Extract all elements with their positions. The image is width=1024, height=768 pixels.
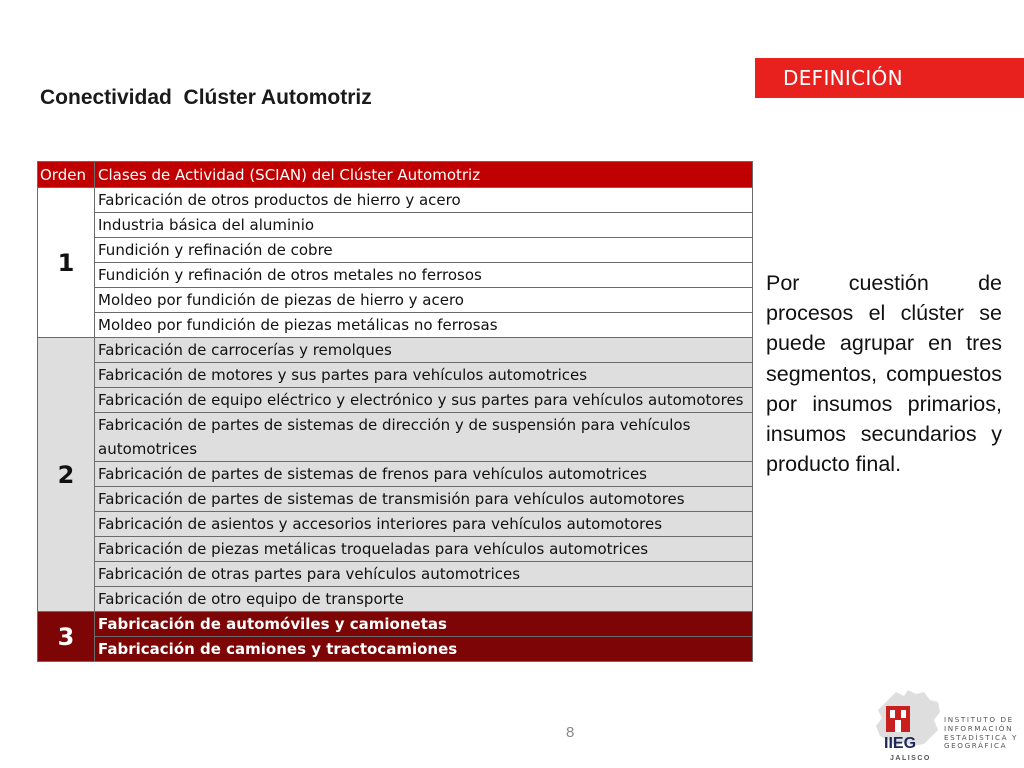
activity-cell: Fabricación de camiones y tractocamiones xyxy=(95,637,753,662)
activity-cell: Fabricación de carrocerías y remolques xyxy=(95,338,753,363)
activity-cell: Moldeo por fundición de piezas metálicas no ferrosas xyxy=(95,313,753,338)
table-row xyxy=(38,313,753,338)
table-row xyxy=(38,213,753,238)
activity-table xyxy=(37,161,753,662)
table-row xyxy=(38,587,753,612)
activity-cell: Fabricación de otros productos de hierro y acero xyxy=(95,188,753,213)
order-cell: 3 xyxy=(38,612,95,662)
table-row xyxy=(38,338,753,363)
table-row xyxy=(38,537,753,562)
table-row xyxy=(38,487,753,512)
logo-mark: IIEG xyxy=(884,735,917,752)
logo-line: GEOGRÁFICA xyxy=(944,741,1008,751)
order-cell: 2 xyxy=(38,338,95,612)
activity-cell: Industria básica del aluminio xyxy=(95,213,753,238)
activity-cell: Fabricación de partes de sistemas de frenos para vehículos automotrices xyxy=(95,462,753,487)
header-orden: Orden xyxy=(38,162,95,188)
activity-cell: Fundición y refinación de otros metales no ferrosos xyxy=(95,263,753,288)
activity-cell: Fabricación de asientos y accesorios interiores para vehículos automotores xyxy=(95,512,753,537)
table-row xyxy=(38,388,753,413)
table-row xyxy=(38,637,753,662)
table-row xyxy=(38,462,753,487)
activity-cell: Fabricación de motores y sus partes para vehículos automotrices xyxy=(95,363,753,388)
table-row xyxy=(38,512,753,537)
order-cell: 1 xyxy=(38,188,95,338)
activity-cell: Fabricación de otro equipo de transporte xyxy=(95,587,753,612)
activity-cell: Fabricación de automóviles y camionetas xyxy=(95,612,753,637)
activity-cell: Fabricación de partes de sistemas de transmisión para vehículos automotores xyxy=(95,487,753,512)
table-row xyxy=(38,612,753,637)
logo-line: INSTITUTO DE xyxy=(944,715,1014,724)
activity-cell: Fabricación de equipo eléctrico y electrónico y sus partes para vehículos automotores xyxy=(95,388,753,413)
table-row xyxy=(38,188,753,213)
table-row xyxy=(38,413,753,462)
table-row xyxy=(38,238,753,263)
logo-institution-text xyxy=(944,716,1018,751)
table-row xyxy=(38,363,753,388)
side-description: Por cuestión de procesos el clúster se puede agrupar en tres segmentos, compuestos por insumos primarios, insumos secundarios y producto final. xyxy=(766,271,1002,477)
activity-cell: Fabricación de piezas metálicas troqueladas para vehículos automotrices xyxy=(95,537,753,562)
logo-sub: JALISCO xyxy=(890,755,931,762)
header-clases: Clases de Actividad (SCIAN) del Clúster Automotriz xyxy=(95,162,753,188)
page-number: 8 xyxy=(566,724,575,741)
logo-line: ESTADÍSTICA Y xyxy=(944,732,1018,742)
page-title: Conectividad Clúster Automotriz xyxy=(40,86,372,109)
logo-line: INFORMACIÓN xyxy=(944,723,1014,733)
table-header-row xyxy=(38,162,753,188)
table-row xyxy=(38,263,753,288)
activity-cell: Moldeo por fundición de piezas de hierro y acero xyxy=(95,288,753,313)
activity-cell: Fabricación de partes de sistemas de dirección y de suspensión para vehículos automotrices xyxy=(95,413,753,462)
table-body xyxy=(38,188,753,662)
definicion-badge: DEFINICIÓN xyxy=(755,58,1024,98)
table-row xyxy=(38,288,753,313)
activity-cell: Fundición y refinación de cobre xyxy=(95,238,753,263)
table-row xyxy=(38,562,753,587)
activity-cell: Fabricación de otras partes para vehículos automotrices xyxy=(95,562,753,587)
